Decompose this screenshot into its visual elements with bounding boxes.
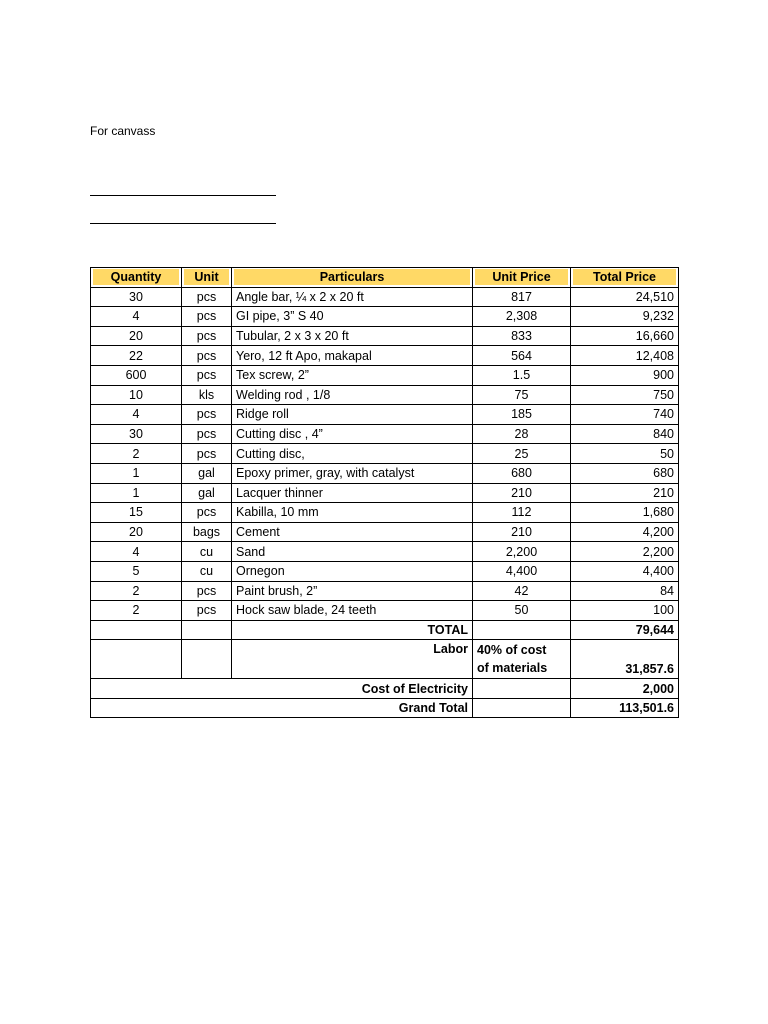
signature-line <box>90 223 276 224</box>
table-row <box>91 561 679 581</box>
cell-unit-price: 2,308 <box>473 307 571 327</box>
cell-total-price: 12,408 <box>571 346 679 366</box>
cell-unit: pcs <box>182 581 232 601</box>
cell-particulars: Paint brush, 2” <box>232 581 473 601</box>
cell-unit: cu <box>182 542 232 562</box>
table-row <box>91 463 679 483</box>
table-row <box>91 326 679 346</box>
labor-note: 40% of cost of materials <box>473 640 571 679</box>
cell-quantity: 30 <box>91 287 182 307</box>
header-unit-price: Unit Price <box>473 268 571 288</box>
cell-unit: pcs <box>182 601 232 621</box>
cell-unit-price: 42 <box>473 581 571 601</box>
table-row <box>91 385 679 405</box>
total-row <box>91 620 679 640</box>
cell-unit-price: 25 <box>473 444 571 464</box>
electricity-label: Cost of Electricity <box>91 679 473 699</box>
grand-total-row <box>91 698 679 718</box>
cell-unit: gal <box>182 483 232 503</box>
cell-total-price: 16,660 <box>571 326 679 346</box>
cell-unit-price: 680 <box>473 463 571 483</box>
table-row <box>91 522 679 542</box>
cell-particulars: Sand <box>232 542 473 562</box>
cell-quantity: 20 <box>91 522 182 542</box>
header-unit: Unit <box>182 268 232 288</box>
cell-quantity: 600 <box>91 365 182 385</box>
cell-total-price: 210 <box>571 483 679 503</box>
cell-unit: kls <box>182 385 232 405</box>
header-total-price: Total Price <box>571 268 679 288</box>
cell-total-price: 900 <box>571 365 679 385</box>
header-quantity: Quantity <box>91 268 182 288</box>
cell-unit-price: 817 <box>473 287 571 307</box>
cell-unit: pcs <box>182 346 232 366</box>
cell-particulars: Lacquer thinner <box>232 483 473 503</box>
cell-unit: pcs <box>182 365 232 385</box>
cell-total-price: 100 <box>571 601 679 621</box>
cell-unit-price: 4,400 <box>473 561 571 581</box>
cell-unit-price: 833 <box>473 326 571 346</box>
cell-total-price: 1,680 <box>571 503 679 523</box>
cell-quantity: 4 <box>91 307 182 327</box>
table-row <box>91 444 679 464</box>
cell-quantity: 2 <box>91 581 182 601</box>
cell-quantity: 22 <box>91 346 182 366</box>
labor-value: 31,857.6 <box>571 640 679 679</box>
cell-quantity: 20 <box>91 326 182 346</box>
header-particulars: Particulars <box>232 268 473 288</box>
electricity-row <box>91 679 679 699</box>
table-row <box>91 365 679 385</box>
cell-unit-price: 28 <box>473 424 571 444</box>
materials-table <box>90 267 679 718</box>
cell-quantity: 1 <box>91 463 182 483</box>
cell-unit-price: 112 <box>473 503 571 523</box>
total-value: 79,644 <box>571 620 679 640</box>
cell-total-price: 4,200 <box>571 522 679 542</box>
electricity-value: 2,000 <box>571 679 679 699</box>
cell-unit: pcs <box>182 444 232 464</box>
grand-total-value: 113,501.6 <box>571 698 679 718</box>
cell-unit: pcs <box>182 287 232 307</box>
cell-unit-price: 564 <box>473 346 571 366</box>
cell-particulars: Kabilla, 10 mm <box>232 503 473 523</box>
cell-unit: cu <box>182 561 232 581</box>
cell-particulars: Ornegon <box>232 561 473 581</box>
cell-quantity: 4 <box>91 405 182 425</box>
cell-unit-price: 50 <box>473 601 571 621</box>
cell-total-price: 740 <box>571 405 679 425</box>
cell-quantity: 5 <box>91 561 182 581</box>
cell-particulars: Hock saw blade, 24 teeth <box>232 601 473 621</box>
cell-particulars: Cement <box>232 522 473 542</box>
table-row <box>91 287 679 307</box>
cell-unit: gal <box>182 463 232 483</box>
cell-total-price: 750 <box>571 385 679 405</box>
cell-unit: bags <box>182 522 232 542</box>
cell-unit-price: 75 <box>473 385 571 405</box>
cell-particulars: GI pipe, 3” S 40 <box>232 307 473 327</box>
table-row <box>91 307 679 327</box>
cell-quantity: 15 <box>91 503 182 523</box>
table-row <box>91 542 679 562</box>
cell-total-price: 680 <box>571 463 679 483</box>
cell-unit: pcs <box>182 424 232 444</box>
labor-row <box>91 640 679 679</box>
cell-unit: pcs <box>182 503 232 523</box>
table-row <box>91 503 679 523</box>
cell-quantity: 30 <box>91 424 182 444</box>
cell-particulars: Angle bar, ¼ x 2 x 20 ft <box>232 287 473 307</box>
cell-unit-price: 210 <box>473 483 571 503</box>
cell-unit-price: 2,200 <box>473 542 571 562</box>
cell-quantity: 2 <box>91 444 182 464</box>
table-header-row <box>91 268 679 288</box>
cell-particulars: Ridge roll <box>232 405 473 425</box>
cell-total-price: 84 <box>571 581 679 601</box>
table-row <box>91 405 679 425</box>
table-row <box>91 581 679 601</box>
table-row <box>91 424 679 444</box>
total-label: TOTAL <box>232 620 473 640</box>
cell-particulars: Cutting disc , 4” <box>232 424 473 444</box>
cell-total-price: 2,200 <box>571 542 679 562</box>
cell-unit: pcs <box>182 405 232 425</box>
cell-particulars: Yero, 12 ft Apo, makapal <box>232 346 473 366</box>
cell-unit-price: 210 <box>473 522 571 542</box>
cell-total-price: 24,510 <box>571 287 679 307</box>
cell-particulars: Cutting disc, <box>232 444 473 464</box>
cell-particulars: Tubular, 2 x 3 x 20 ft <box>232 326 473 346</box>
cell-unit: pcs <box>182 307 232 327</box>
cell-quantity: 4 <box>91 542 182 562</box>
cell-particulars: Tex screw, 2” <box>232 365 473 385</box>
grand-total-label: Grand Total <box>91 698 473 718</box>
cell-total-price: 50 <box>571 444 679 464</box>
cell-total-price: 9,232 <box>571 307 679 327</box>
cell-unit-price: 185 <box>473 405 571 425</box>
labor-label: Labor <box>232 640 473 679</box>
cell-total-price: 4,400 <box>571 561 679 581</box>
cell-total-price: 840 <box>571 424 679 444</box>
cell-quantity: 1 <box>91 483 182 503</box>
table-row <box>91 601 679 621</box>
cell-quantity: 10 <box>91 385 182 405</box>
signature-line <box>90 195 276 196</box>
cell-quantity: 2 <box>91 601 182 621</box>
cell-particulars: Epoxy primer, gray, with catalyst <box>232 463 473 483</box>
table-row <box>91 483 679 503</box>
table-row <box>91 346 679 366</box>
cell-unit: pcs <box>182 326 232 346</box>
cell-unit-price: 1.5 <box>473 365 571 385</box>
cell-particulars: Welding rod , 1/8 <box>232 385 473 405</box>
intro-text: For canvass <box>90 124 156 138</box>
